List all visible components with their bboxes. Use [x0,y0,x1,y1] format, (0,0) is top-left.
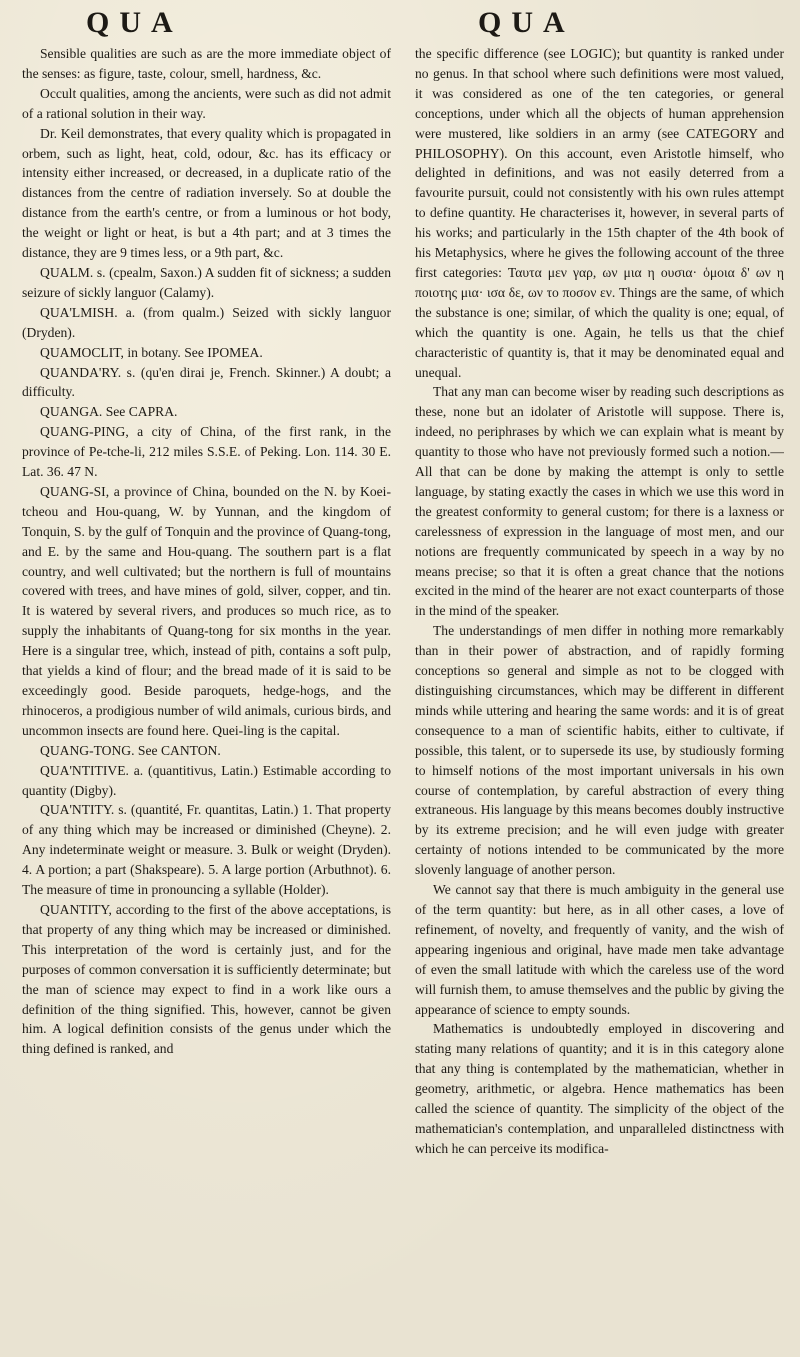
paragraph-keil: Dr. Keil demonstrates, that every quality which is propagated in orbem, such as light, heat, cold, odour, &c. has its efficacy or intensity either increased, or decreased, in a duplicate ratio of the distances from the centre of radiation inversely. So at double the distance from the earth's centre, or from a luminous or hot body, the weight or light or heat, is but a 4th part; and at 3 times the distance, they are 9 times less, or a 9th part, &c. [22,125,391,261]
running-head-left: QUA [86,6,183,39]
entry-quamoclit: QUAMOCLIT, in botany. See IPOMEA. [40,344,263,360]
left-column [22,44,391,1344]
entry-quanga: QUANGA. See CAPRA. [40,404,178,420]
right-column [415,44,784,1344]
paragraph-ambiguity: We cannot say that there is much ambiguity in the general use of the term quantity: but here, as in all other cases, a love of refinement, of novelty, and frequently of vanity, and the wish of appearing ingenious and original, have made men take advantage of even the small latitude with which the careless use of the word will furnish them, to amuse themselves and the public by giving the appearance of science to empty sounds. [415,882,784,1017]
paragraph-sensible-qualities: Sensible qualities are such as are the more immediate object of the senses: as figure, taste, colour, smell, hardness, &c. [22,46,391,81]
entry-quang-si: QUANG-SI, a province of China, bounded on the N. by Koei-tcheou and Hou-quang, W. by Yunnan, and the kingdom of Tonquin, S. by the gulf of Tonquin and the province of Quang-tong, and E. by the same and Hou-quang. The southern part is a flat country, and well cultivated; but the northern is full of mountains covered with trees, and have mines of gold, silver, copper, and tin. It is watered by several rivers, and produces so much rice, as to supply the inhabitants of Quang-tong for six months in the year. Here is a singular tree, which, instead of pith, contains a soft pulp, that yields a kind of flour; and the bread made of it is said to be exceedingly good. Beside paroquets, hedge-hogs, and the rhinoceros, a prodigious number of wild animals, curious birds, and uncommon insects are found here. Quei-ling is the capital. [22,483,391,738]
paragraph-understandings: The understandings of men differ in nothing more remarkably than in their power of abstraction, and of rapidly forming conceptions so general and simple as not to be clogged with distinguishing circumstances, which may be different in different minds while uttering and hearing the same words: and it is of great consequence to a man of scientific habits, either to cultivate, if possible, this talent, or to supersede its use, by studiously forming to himself notions of the most important universals in his own course of contemplation, by careful abstraction of every thing extraneous. His language by this means becomes doubly instructive by its extreme precision; and he will even judge with greater certainty of notions intended to be communicated by the more slovenly language of another person. [415,623,784,878]
entry-quang-ping: QUANG-PING, a city of China, of the first rank, in the province of Pe-tche-li, 212 miles S.S.E. of Peking. Lon. 114. 30 E. Lat. 36. 47 N. [22,424,391,480]
entry-quantity: QUA'NTITY. s. (quantité, Fr. quantitas, Latin.) 1. That property of any thing which may be increased or diminished (Cheyne). 2. Any indeterminate weight or measure. 3. Bulk or weight (Dryden). 4. A portion; a part (Shakspeare). 5. A large portion (Arbuthnot). 6. The measure of time in pronouncing a syllable (Holder). [22,802,391,898]
page-body [22,44,784,1344]
paragraph-occult-qualities: Occult qualities, among the ancients, were such as did not admit of a rational solution in their way. [22,85,391,121]
page-header [0,6,800,48]
paragraph-mathematics: Mathematics is undoubtedly employed in discovering and stating many relations of quantity; and it is in this category alone that any thing is contemplated by the mathematician, whether in geometry, arithmetic, or algebra. Hence mathematics has been called the science of quantity. The simplicity of the object of the mathematician's contemplation, and unparalleled distinctness with which he can perceive its modifica- [415,1021,784,1156]
paragraph-wiser-by-reading: That any man can become wiser by reading such descriptions as these, none but an idolater of Aristotle will suppose. There is, indeed, no periphrases by which we can explain what is meant by quantity to those who have not previously formed such a notion.—All that can be done by making the attempt is only to settle language, by stating exactly the cases in which we use this word in the greatest conformity to general custom; for there is a laxness or carelessness of expression in the language of most men, and our notions are frequently communicated by speech in a way by no means precise; so that it is often a great chance that the notions excited in the mind of the hearer are not exact counterparts of those in the mind of the speaker. [415,384,784,619]
entry-quandary: QUANDA'RY. s. (qu'en dirai je, French. Skinner.) A doubt; a difficulty. [22,364,391,400]
entry-qualmish: QUA'LMISH. a. (from qualm.) Seized with sickly languor (Dryden). [22,304,391,340]
entry-quang-tong: QUANG-TONG. See CANTON. [40,742,221,758]
entry-quantitive: QUA'NTITIVE. a. (quantitivus, Latin.) Estimable according to quantity (Digby). [22,762,391,798]
paragraph-specific-difference: the specific difference (see LOGIC); but quantity is ranked under no genus. In that school where such definitions were most valued, it was considered as one of the ten categories, or general conceptions, under which all the objects of human apprehension were mustered, like soldiers in an army (see CATEGORY and PHILOSOPHY). On this account, even Aristotle himself, who delighted in definitions, and was not easily deterred from a favourite pursuit, could not consistently with his own rules attempt to define quantity. He characterises it, however, in several parts of his works; and particularly in the 15th chapter of the 4th book of his Metaphysics, where he gives the following account of the three first categories: Ταυτα μεν γαρ, ων μια η ουσια· ὁμοια δ' ων η ποιοτης μια· ισα δε, ων το ποσον εν. Things are the same, of which the substance is one; similar, of which the quality is one; equal, of which the quantity is one. Again, he tells us that the chief characteristic of quantity is, that it may be denominated equal and unequal. [415,46,784,380]
running-head-right: QUA [478,6,575,39]
entry-qualm: QUALM. s. (cpealm, Saxon.) A sudden fit of sickness; a sudden seizure of sickly languor (Calamy). [22,264,391,300]
paragraph-quantity-definition: QUANTITY, according to the first of the above acceptations, is that property of any thing which may be increased or diminished. This interpretation of the word is certainly just, and for the purposes of common conversation it is sufficiently determinate; but the man of science may expect to find in a work like ours a definition of the thing signified. This, however, cannot be given him. A logical definition consists of the genus under which the thing defined is ranked, and [22,901,391,1057]
